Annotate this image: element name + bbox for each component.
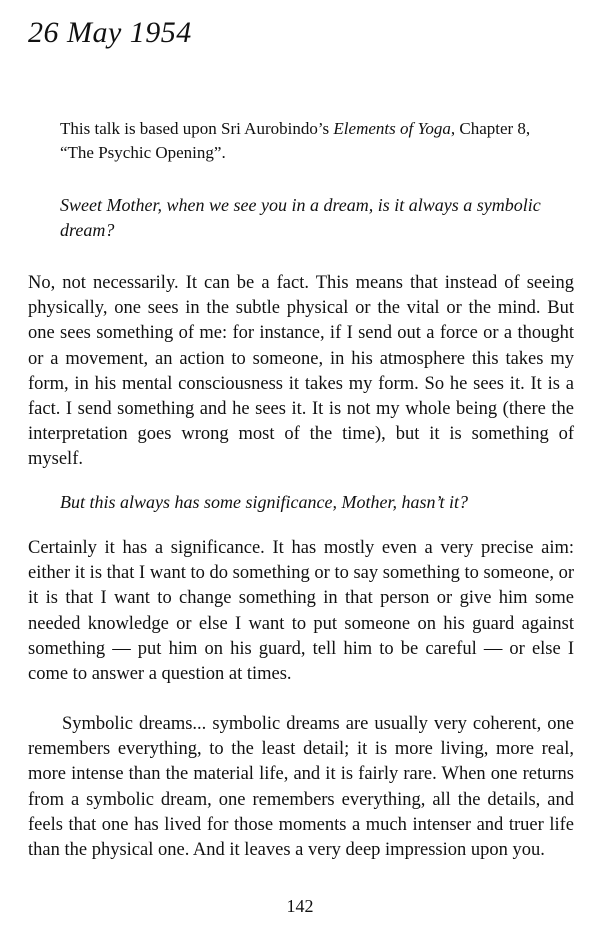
intro-suffix: , Chapter 8, “The Psychic Opening”. <box>60 119 531 162</box>
date-heading: 26 May 1954 <box>28 16 192 49</box>
question-symbolic-dream: Sweet Mother, when we see you in a dream, is it always a symbolic dream? <box>60 195 541 240</box>
intro-prefix: This talk is based upon Sri Aurobindo’s <box>60 119 334 138</box>
intro-book-title: Elements of Yoga <box>333 119 451 138</box>
intro-note <box>60 117 560 165</box>
page-number: 142 <box>286 896 314 916</box>
answer-paragraph-1: No, not necessarily. It can be a fact. This means that instead of seeing physically, one sees in the subtle physical or the vital or the mind. But one sees something of me: for instance, if I send out a force or a thought or a movement, an action to someone, in his atmosphere this takes my form, in his mental consciousness it takes my form. So he sees it. It is a fact. I send something and he sees it. It is not my whole being (there the interpretation goes wrong most of the time), but it is something of myself. <box>28 273 574 470</box>
answer-paragraph-2: Certainly it has a significance. It has mostly even a very precise aim: either it is that I want to do something or to say something to someone, or it is that I want to change something in that person or give him some needed knowledge or else I want to put someone on his guard against something — put him on his guard, tell him to be careful — or else I come to answer a question at times. <box>28 538 574 685</box>
question-significance: But this always has some significance, Mother, hasn’t it? <box>60 492 468 512</box>
answer-paragraph-3: Symbolic dreams... symbolic dreams are usually very coherent, one remembers everything, to the least detail; it is more living, more real, more intense than the material life, and it is fairly rare. When one returns from a symbolic dream, one remembers everything, all the details, and feels that one has lived for those moments a much intenser and truer life than the physical one. And it leaves a very deep impression upon you. <box>28 714 574 861</box>
